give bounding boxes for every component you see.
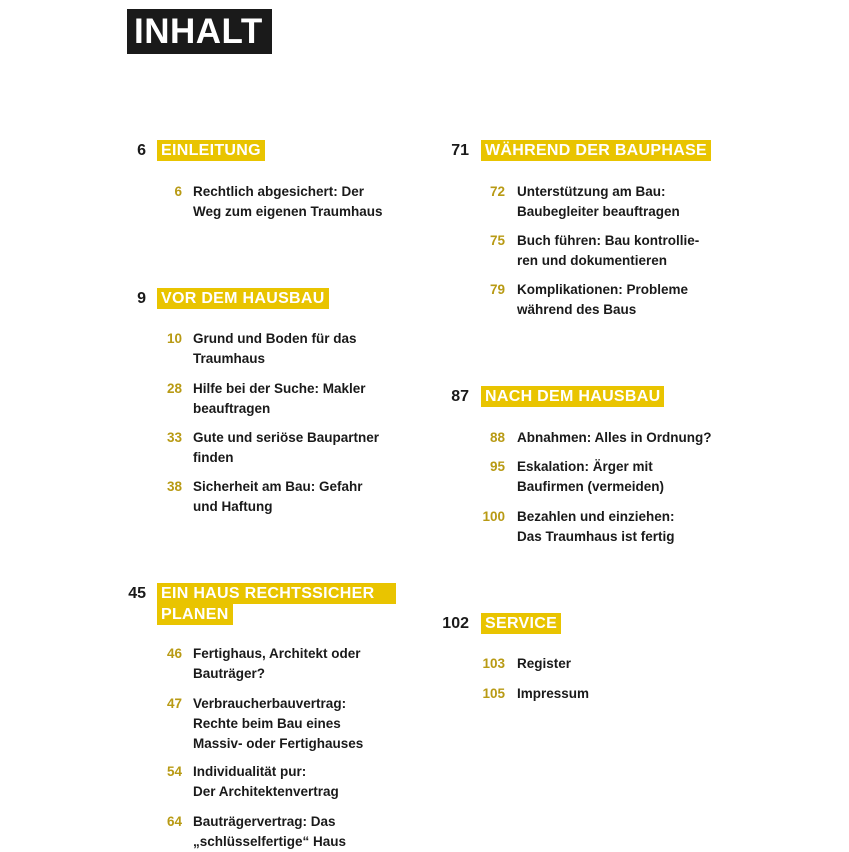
entry-line: und Haftung [193,499,273,514]
entry-page-number[interactable]: 103 [482,656,505,671]
entry-line: Grund und Boden für das [193,331,357,346]
entry-line: Bauträgervertrag: Das [193,814,336,829]
entry-page-number[interactable]: 79 [489,282,505,297]
toc-entry[interactable] [193,694,408,754]
toc-entry[interactable] [517,428,732,448]
toc-entry[interactable] [517,280,732,320]
section-heading[interactable]: EINLEITUNG [157,140,265,161]
toc-entry[interactable] [517,507,732,547]
section-heading[interactable]: WÄHREND DER BAUPHASE [481,140,711,161]
entry-line: Gute und seriöse Baupartner [193,430,380,445]
entry-line: Register [517,656,572,671]
entry-line: Abnahmen: Alles in Ordnung? [517,430,712,445]
toc-entry[interactable] [517,684,732,704]
entry-line: finden [193,450,234,465]
toc-entry[interactable] [193,379,408,419]
entry-line: Baubegleiter beauftragen [517,204,680,219]
entry-page-number[interactable]: 64 [166,814,182,829]
section-page-number[interactable]: 87 [451,388,469,405]
section-page-number[interactable]: 71 [451,142,469,159]
entry-page-number[interactable]: 95 [489,459,505,474]
entry-line: Hilfe bei der Suche: Makler [193,381,366,396]
entry-line: Komplikationen: Probleme [517,282,689,297]
entry-line: Bauträger? [193,666,266,681]
section-page-number[interactable]: 6 [137,142,146,159]
entry-line: „schlüsselfertige“ Haus [193,834,347,849]
section-page-number[interactable]: 102 [442,615,469,632]
entry-page-number[interactable]: 33 [166,430,182,445]
entry-line: Impressum [517,686,590,701]
entry-page-number[interactable]: 72 [489,184,505,199]
section-heading[interactable]: EIN HAUS RECHTSSICHER [157,583,396,604]
section-heading[interactable]: NACH DEM HAUSBAU [481,386,664,407]
entry-line: Eskalation: Ärger mit [517,459,653,474]
entry-page-number[interactable]: 88 [489,430,505,445]
section-heading-line-2[interactable]: PLANEN [157,604,233,625]
entry-line: Bezahlen und einziehen: [517,509,675,524]
toc-entry[interactable] [517,457,732,497]
entry-line: Sicherheit am Bau: Gefahr [193,479,363,494]
entry-page-number[interactable]: 75 [489,233,505,248]
section-page-number[interactable]: 45 [128,585,146,602]
section-heading[interactable]: SERVICE [481,613,561,634]
entry-line: während des Baus [517,302,637,317]
toc-entry[interactable] [193,477,408,517]
entry-line: Der Architektenvertrag [193,784,339,799]
entry-line: ren und dokumentieren [517,253,668,268]
entry-line: Baufirmen (vermeiden) [517,479,665,494]
entry-page-number[interactable]: 105 [482,686,505,701]
entry-line: Massiv- oder Fertighauses [193,736,364,751]
entry-line: Individualität pur: [193,764,307,779]
entry-page-number[interactable]: 28 [166,381,182,396]
entry-line: Unterstützung am Bau: [517,184,666,199]
entry-page-number[interactable]: 10 [166,331,182,346]
entry-page-number[interactable]: 100 [482,509,505,524]
entry-page-number[interactable]: 6 [174,184,182,199]
entry-line: Rechte beim Bau eines [193,716,341,731]
toc-entry[interactable] [193,644,408,684]
page-title: INHALT [127,9,272,54]
toc-entry[interactable] [193,762,408,802]
entry-line: Fertighaus, Architekt oder [193,646,361,661]
section-page-number[interactable]: 9 [137,290,146,307]
entry-line: Verbraucherbauvertrag: [193,696,347,711]
entry-page-number[interactable]: 46 [166,646,182,661]
entry-line: Weg zum eigenen Traumhaus [193,204,383,219]
entry-line: Buch führen: Bau kontrollie- [517,233,700,248]
entry-line: Das Traumhaus ist fertig [517,529,675,544]
toc-entry[interactable] [193,182,408,222]
toc-entry[interactable] [193,428,408,468]
entry-line: Traumhaus [193,351,266,366]
entry-page-number[interactable]: 38 [166,479,182,494]
entry-line: Rechtlich abgesichert: Der [193,184,365,199]
entry-page-number[interactable]: 47 [166,696,182,711]
toc-entry[interactable] [517,231,732,271]
section-heading[interactable]: VOR DEM HAUSBAU [157,288,329,309]
toc-entry[interactable] [517,182,732,222]
toc-entry[interactable] [517,654,732,674]
entry-line: beauftragen [193,401,271,416]
entry-page-number[interactable]: 54 [166,764,182,779]
toc-entry[interactable] [193,329,408,369]
toc-entry[interactable] [193,812,408,852]
